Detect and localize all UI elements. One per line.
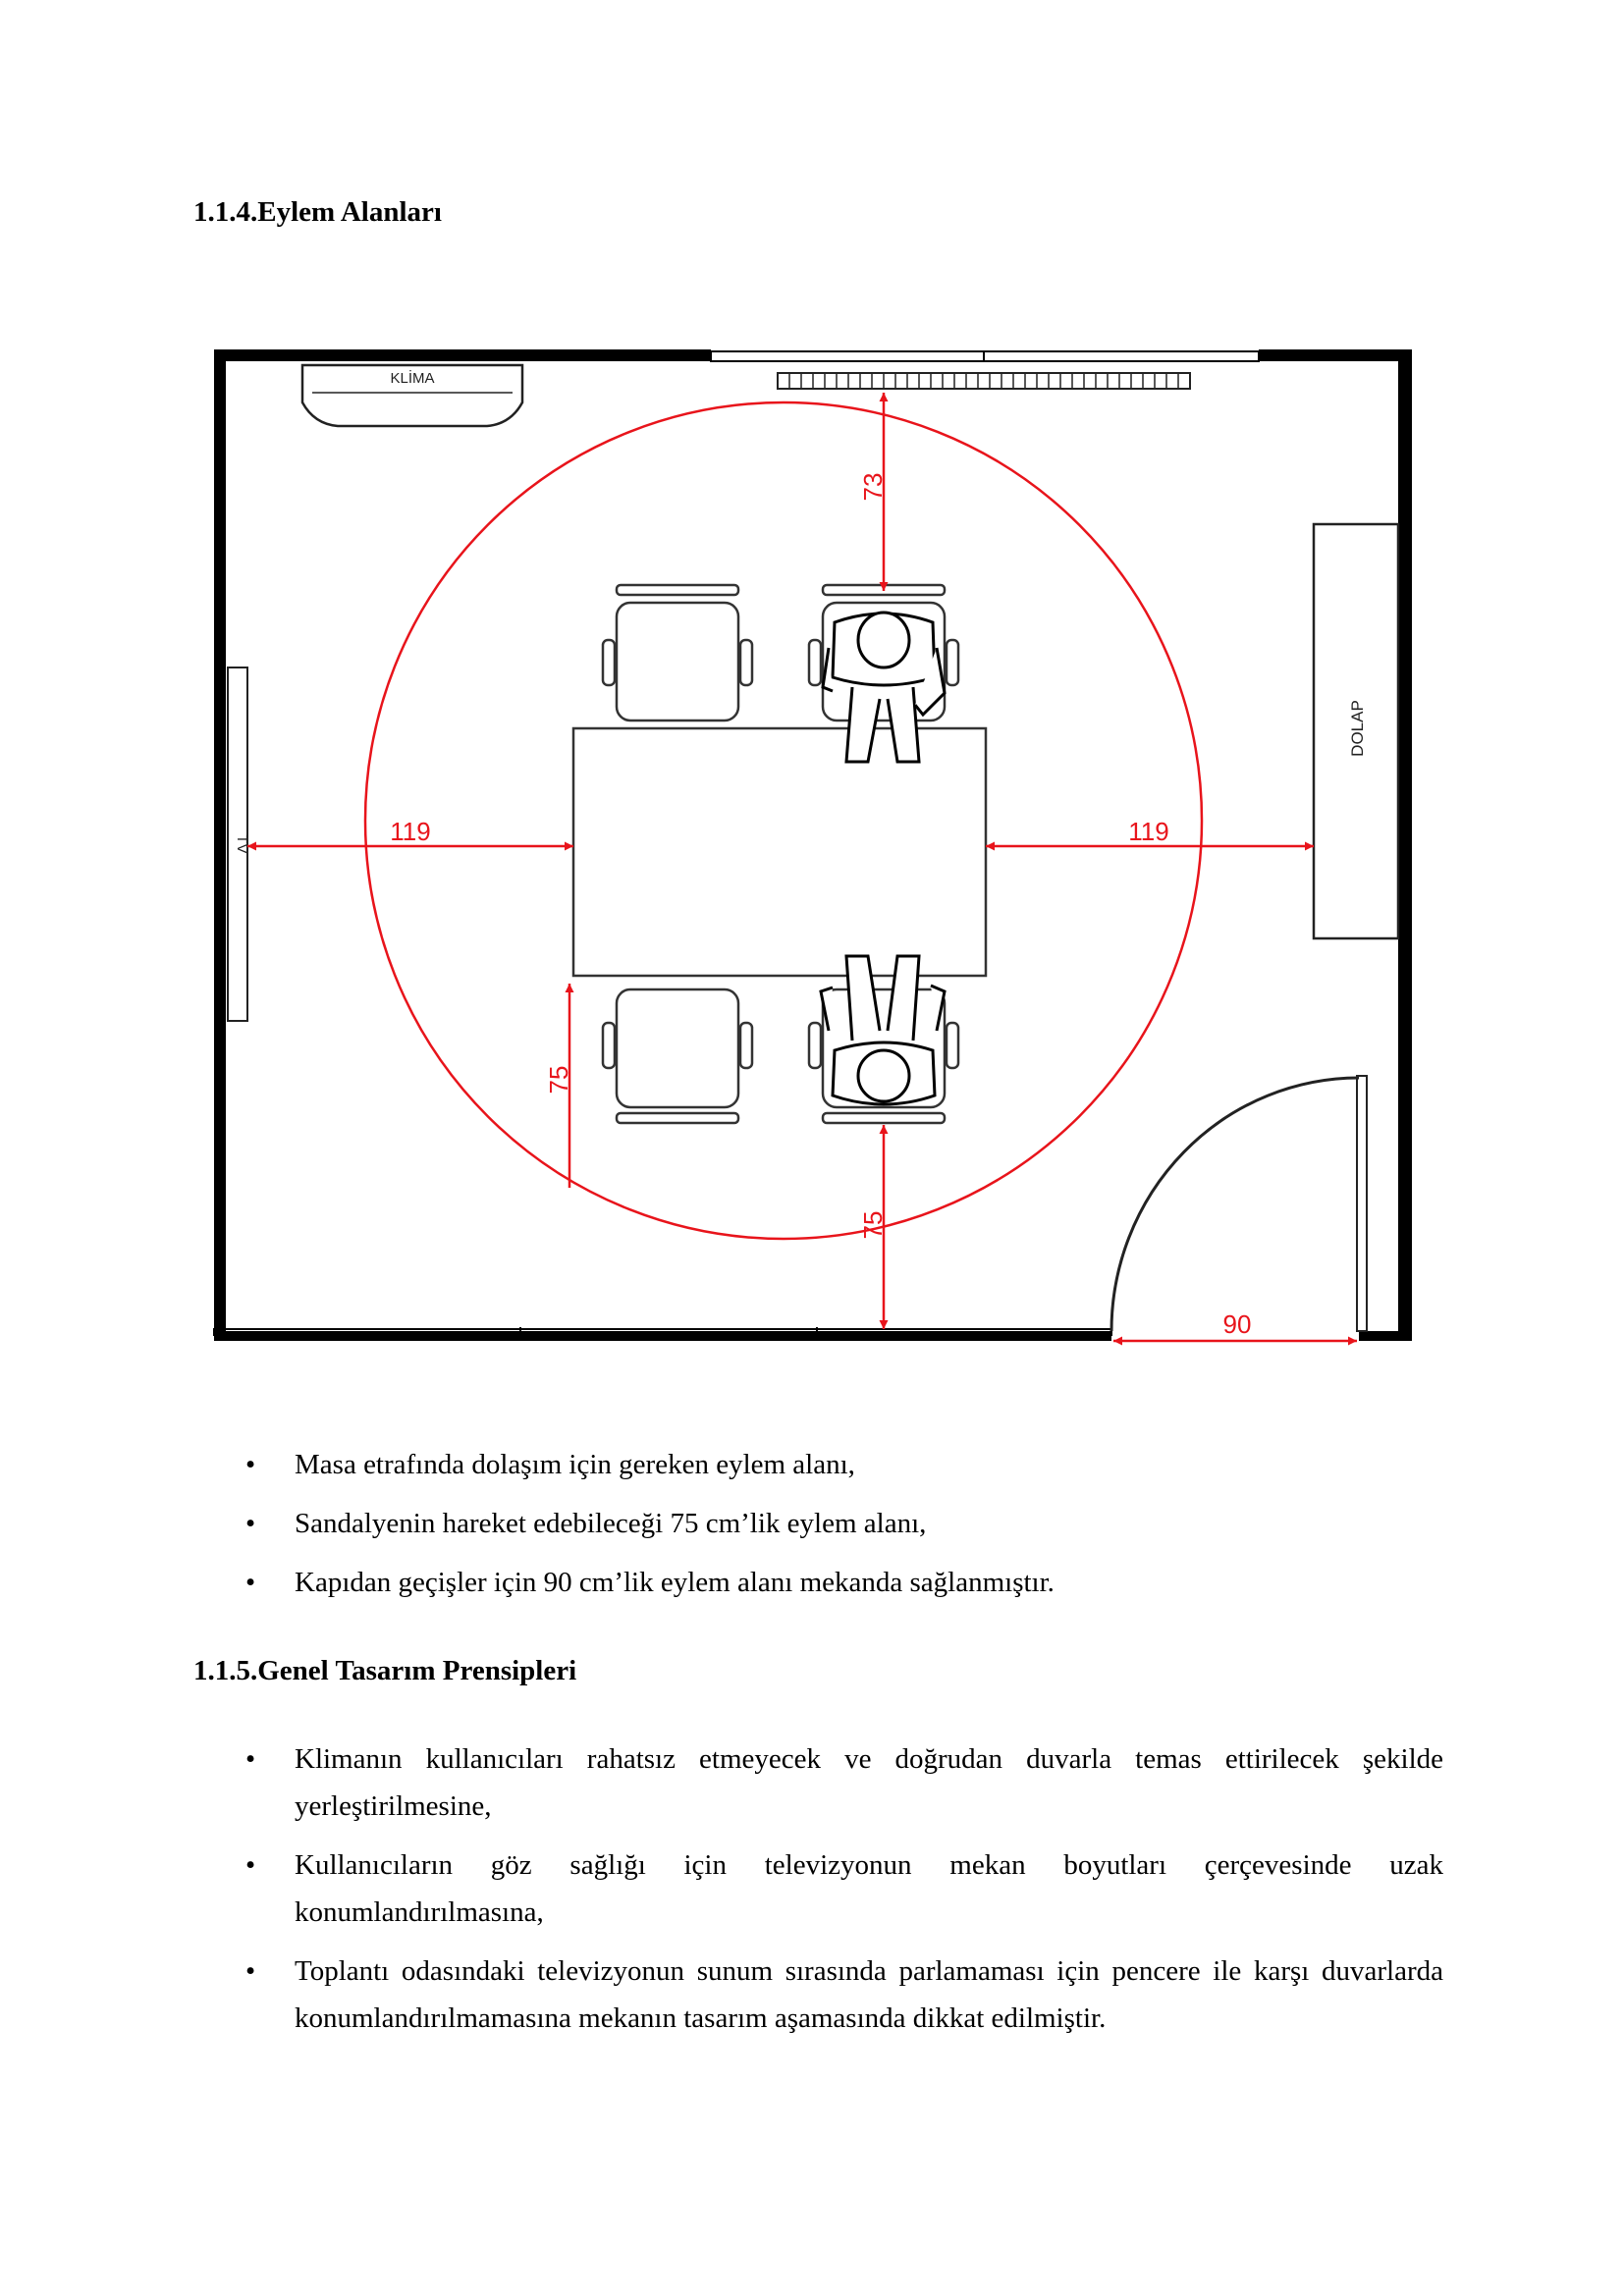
list-item: • Kullanıcıların göz sağlığı için televizyonun mekan boyutları çerçevesinde uzak konumlandırılmasına, (0, 1842, 1443, 1936)
chair-bottom-left (603, 989, 752, 1123)
dimension-label-left: 119 (390, 817, 431, 846)
dimension-label-chair: 75 (544, 1065, 573, 1095)
list-item: • Toplantı odasındaki televizyonun sunum sırasında parlamaması için pencere ile karşı duvarlarda konumlandırılmamasına mekanın tasarım aşamasında dikkat edilmiştir. (0, 1948, 1443, 2042)
dolap-label: DOLAP (1348, 700, 1367, 757)
dimension-label-right: 119 (1128, 817, 1169, 846)
bullet-icon: • (245, 1567, 256, 1598)
bullet-icon: • (245, 1508, 256, 1539)
tv-label: TV (234, 834, 250, 854)
bullet-icon: • (245, 1955, 256, 1987)
bullet-icon: • (245, 1743, 256, 1775)
dimension-label-door: 90 (1222, 1309, 1252, 1339)
section-heading-genel-tasarim: 1.1.5.Genel Tasarım Prensipleri (193, 1655, 577, 1686)
section-heading-eylem-alanlari: 1.1.4.Eylem Alanları (193, 196, 442, 228)
list-item: • Masa etrafında dolaşım için gereken eylem alanı, (0, 1441, 1443, 1488)
bullet-icon: • (245, 1849, 256, 1881)
action-areas-list (0, 1441, 1443, 1618)
list-item: • Kapıdan geçişler için 90 cm’lik eylem alanı mekanda sağlanmıştır. (0, 1559, 1443, 1606)
klima-label: KLİMA (390, 370, 435, 387)
window-top (711, 351, 1259, 361)
tv-unit (228, 667, 250, 1021)
chair-top-left (603, 585, 752, 721)
radiator (778, 373, 1190, 389)
bullet-icon: • (245, 1449, 256, 1480)
meeting-table (573, 728, 986, 976)
air-conditioner (302, 365, 522, 426)
list-item: • Sandalyenin hareket edebileceği 75 cm’lik eylem alanı, (0, 1500, 1443, 1547)
door (1111, 1076, 1367, 1331)
list-item: • Klimanın kullanıcıları rahatsız etmeyecek ve doğrudan duvarla temas ettirilecek şekilde yerleştirilmesine, (0, 1735, 1443, 1830)
dimension-label-top: 73 (858, 472, 888, 502)
dimension-label-bottom: 75 (858, 1210, 888, 1240)
wardrobe (1314, 524, 1398, 938)
design-principles-list (0, 1735, 1443, 2054)
